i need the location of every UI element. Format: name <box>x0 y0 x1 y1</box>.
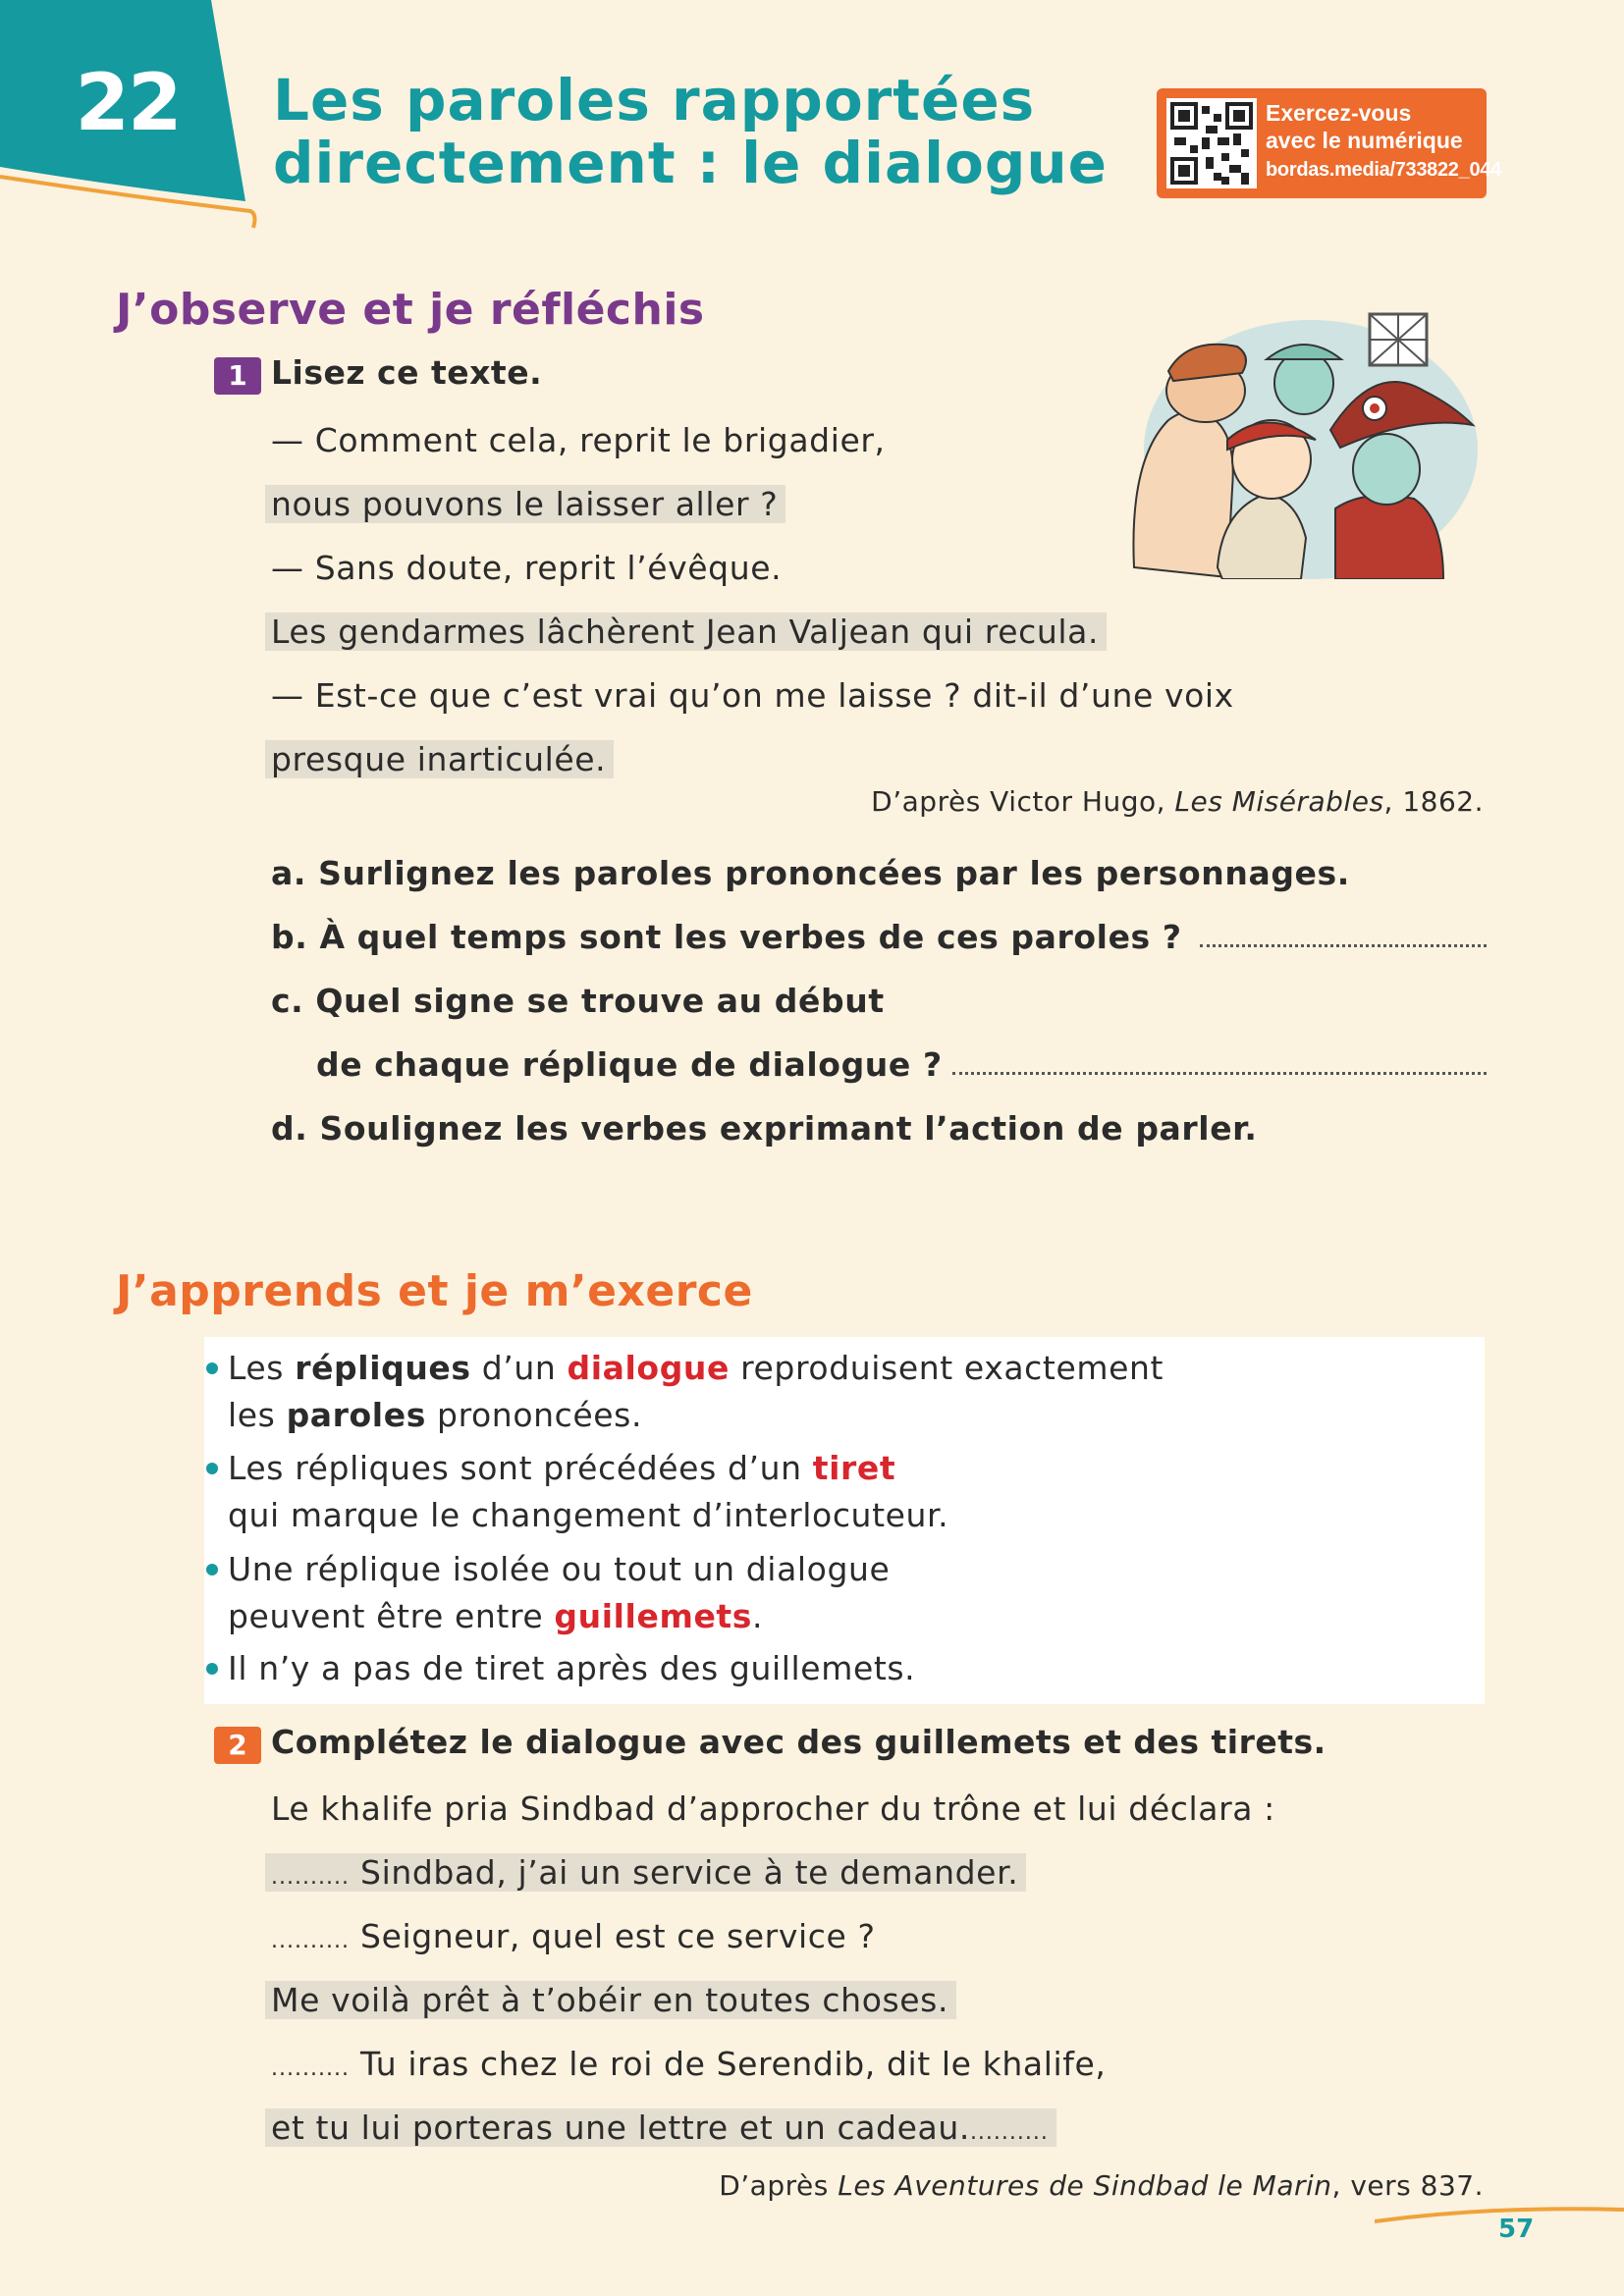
fill-blank[interactable]: .......... <box>969 2120 1049 2145</box>
answer-blank-c[interactable] <box>952 1072 1487 1075</box>
question-d: d. Soulignez les verbes exprimant l’action de parler. <box>271 1109 1258 1148</box>
page-number: 57 <box>1498 2215 1535 2244</box>
chapter-number: 22 <box>75 57 181 148</box>
text-line: — Comment cela, reprit le brigadier, <box>271 421 886 459</box>
fill-blank[interactable]: .......... <box>271 1865 350 1890</box>
dialogue-line-highlighted: .......... Sindbad, j’ai un service à te demander. <box>271 1852 1026 1894</box>
characters-illustration <box>1129 312 1483 579</box>
rule-2: Les répliques sont précédées d’un tiret qui marque le changement d’interlocuteur. <box>228 1445 948 1539</box>
bullet-icon <box>206 1663 218 1675</box>
question-c-line2: de chaque réplique de dialogue ? <box>316 1045 943 1084</box>
text-line-highlighted: Les gendarmes lâchèrent Jean Valjean qui recula. <box>271 612 1107 653</box>
fill-blank[interactable]: .......... <box>271 1929 350 1953</box>
text-line-highlighted: nous pouvons le laisser aller ? <box>271 484 785 525</box>
exercise-instruction: Complétez le dialogue avec des guillemets et des tirets. <box>271 1723 1326 1761</box>
page-title-line2: directement : le dialogue <box>273 130 1108 196</box>
rule-4: Il n’y a pas de tiret après des guillemets. <box>228 1645 915 1692</box>
dialogue-line: .......... Seigneur, quel est ce service ? <box>271 1917 876 1955</box>
dialogue-intro: Le khalife pria Sindbad d’approcher du trône et lui déclara : <box>271 1789 1275 1828</box>
bullet-icon <box>206 1564 218 1575</box>
text-line: — Est-ce que c’est vrai qu’on me laisse ? dit-il d’une voix <box>271 676 1234 715</box>
dialogue-line-highlighted: et tu lui porteras une lettre et un cadeau........... <box>271 2108 1056 2149</box>
section-title-observe: J’observe et je réfléchis <box>116 285 705 335</box>
answer-blank-b[interactable] <box>1200 944 1487 947</box>
bullet-icon <box>206 1362 218 1374</box>
badge-link[interactable]: bordas.media/733822_044 <box>1266 159 1501 181</box>
rule-3: Une réplique isolée ou tout un dialogue peuvent être entre guillemets. <box>228 1546 890 1640</box>
dialogue-line-highlighted: Me voilà prêt à t’obéir en toutes choses. <box>271 1980 956 2021</box>
badge-text-line2: avec le numérique <box>1266 128 1463 153</box>
rule-1: Les répliques d’un dialogue reproduisent exactement les paroles prononcées. <box>228 1345 1164 1439</box>
badge-text-line1: Exercez-vous <box>1266 100 1412 126</box>
fill-blank[interactable]: .......... <box>271 2056 350 2081</box>
dialogue-line: .......... Tu iras chez le roi de Serendib, dit le khalife, <box>271 2045 1107 2083</box>
page-title-line1: Les paroles rapportées <box>273 67 1036 133</box>
exercise-instruction: Lisez ce texte. <box>271 353 543 392</box>
text-line: — Sans doute, reprit l’évêque. <box>271 549 783 587</box>
text-line-highlighted: presque inarticulée. <box>271 739 614 780</box>
question-b: b. À quel temps sont les verbes de ces paroles ? <box>271 918 1182 956</box>
question-a: a. Surlignez les paroles prononcées par les personnages. <box>271 854 1350 892</box>
bullet-icon <box>206 1463 218 1474</box>
exercise-number-badge: 1 <box>214 357 261 395</box>
exercise-number-badge: 2 <box>214 1727 261 1764</box>
source-citation: D’après Les Aventures de Sindbad le Marin, vers 837. <box>719 2169 1484 2202</box>
question-c-line1: c. Quel signe se trouve au début <box>271 982 885 1020</box>
qr-code-icon <box>1166 98 1257 188</box>
digital-exercise-badge[interactable] <box>1157 88 1501 198</box>
source-citation: D’après Victor Hugo, Les Misérables, 1862. <box>871 785 1484 818</box>
section-title-learn: J’apprends et je m’exerce <box>116 1266 753 1316</box>
page-title <box>273 69 1108 194</box>
